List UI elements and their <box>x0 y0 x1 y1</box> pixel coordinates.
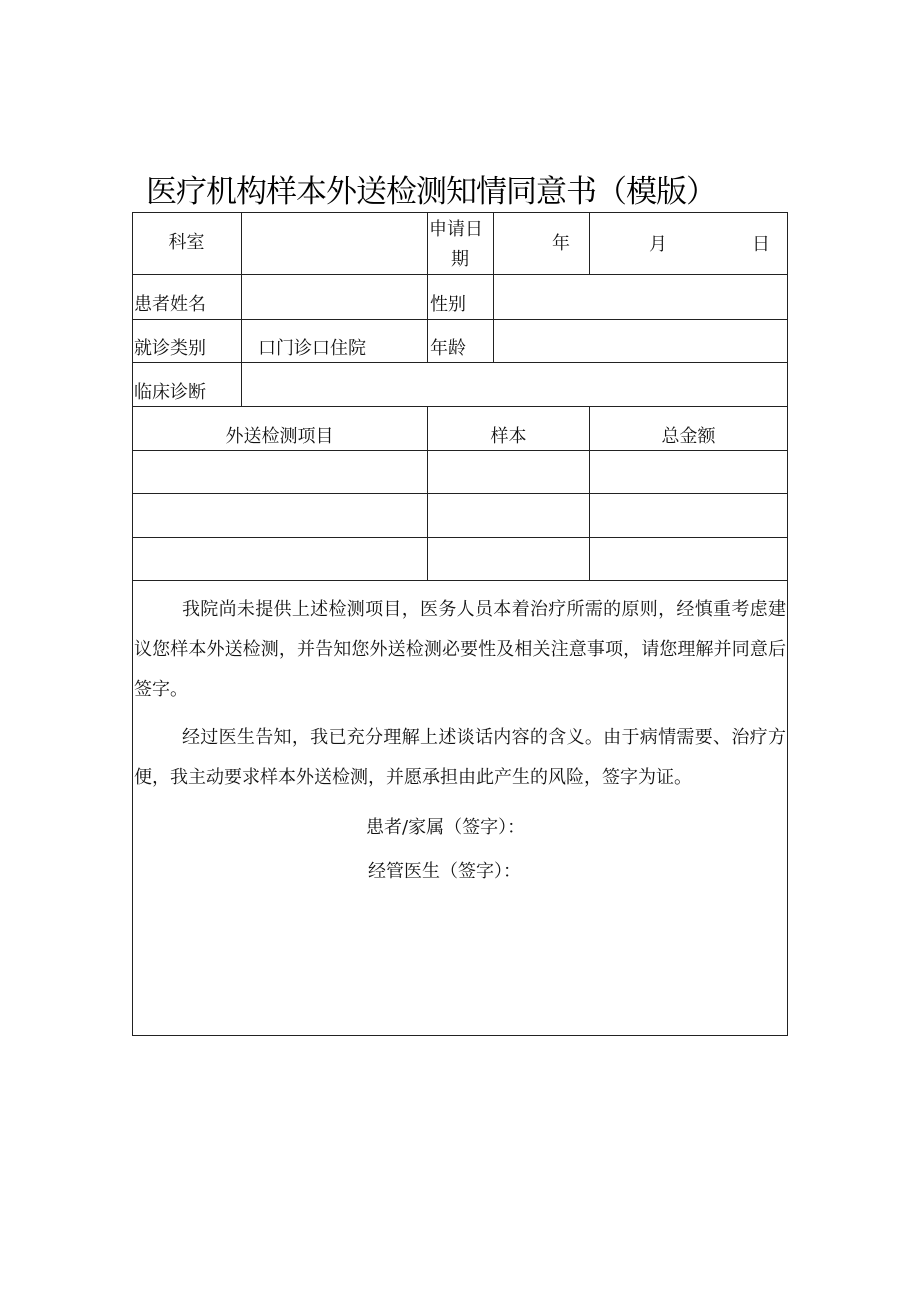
sample-header: 样本 <box>490 426 527 447</box>
age-field[interactable] <box>494 320 787 362</box>
day-label[interactable]: 日 <box>752 234 770 255</box>
amount-cell[interactable] <box>590 451 787 493</box>
col-divider <box>427 212 428 362</box>
amount-cell[interactable] <box>590 538 787 580</box>
dept-label: 科室 <box>168 232 205 253</box>
patient-name-label: 患者姓名 <box>134 294 206 315</box>
year-label[interactable]: 年 <box>552 233 570 254</box>
doctor-signature-label: 经管医生（签字）： <box>368 861 521 882</box>
page-title: 医疗机构样本外送检测知情同意书（模版） <box>146 174 716 210</box>
test-item-cell[interactable] <box>133 538 427 580</box>
visit-type-checkboxes[interactable]: 口门诊口住院 <box>258 338 366 359</box>
border-right <box>787 212 788 1036</box>
consent-paragraph-2: 经过医生告知，我已充分理解上述谈话内容的含义。由于病情需要、治疗方便，我主动要求样本外送检测，并愿承担由此产生的风险，签字为证。 <box>134 727 786 788</box>
patient-name-field[interactable] <box>242 275 427 319</box>
sex-label: 性别 <box>430 294 466 315</box>
col-divider <box>589 212 590 274</box>
visit-type-label: 就诊类别 <box>134 338 206 359</box>
row-divider <box>132 406 788 407</box>
border-left <box>132 212 133 1036</box>
dept-field[interactable] <box>242 213 427 274</box>
border-top <box>132 212 788 213</box>
sample-cell[interactable] <box>428 494 589 537</box>
sample-cell[interactable] <box>428 451 589 493</box>
consent-form <box>132 212 788 1036</box>
apply-date-label-line1: 申请日 <box>429 219 483 240</box>
test-item-header: 外送检测项目 <box>225 426 334 447</box>
diagnosis-label: 临床诊断 <box>134 382 206 403</box>
test-item-cell[interactable] <box>133 451 427 493</box>
patient-signature-label: 患者/家属（签字）： <box>366 817 526 838</box>
month-label[interactable]: 月 <box>649 234 667 255</box>
amount-cell[interactable] <box>590 494 787 537</box>
row-divider <box>132 580 788 581</box>
age-label: 年龄 <box>430 338 466 359</box>
diagnosis-field[interactable] <box>242 363 787 406</box>
sex-field[interactable] <box>494 275 787 319</box>
test-item-cell[interactable] <box>133 494 427 537</box>
amount-header: 总金额 <box>661 426 716 447</box>
sample-cell[interactable] <box>428 538 589 580</box>
consent-paragraph-1: 我院尚未提供上述检测项目，医务人员本着治疗所需的原则，经慎重考虑建议您样本外送检测，并告知您外送检测必要性及相关注意事项，请您理解并同意后签字。 <box>134 599 786 700</box>
border-bottom <box>132 1035 788 1036</box>
apply-date-label-line2: 期 <box>451 249 469 270</box>
